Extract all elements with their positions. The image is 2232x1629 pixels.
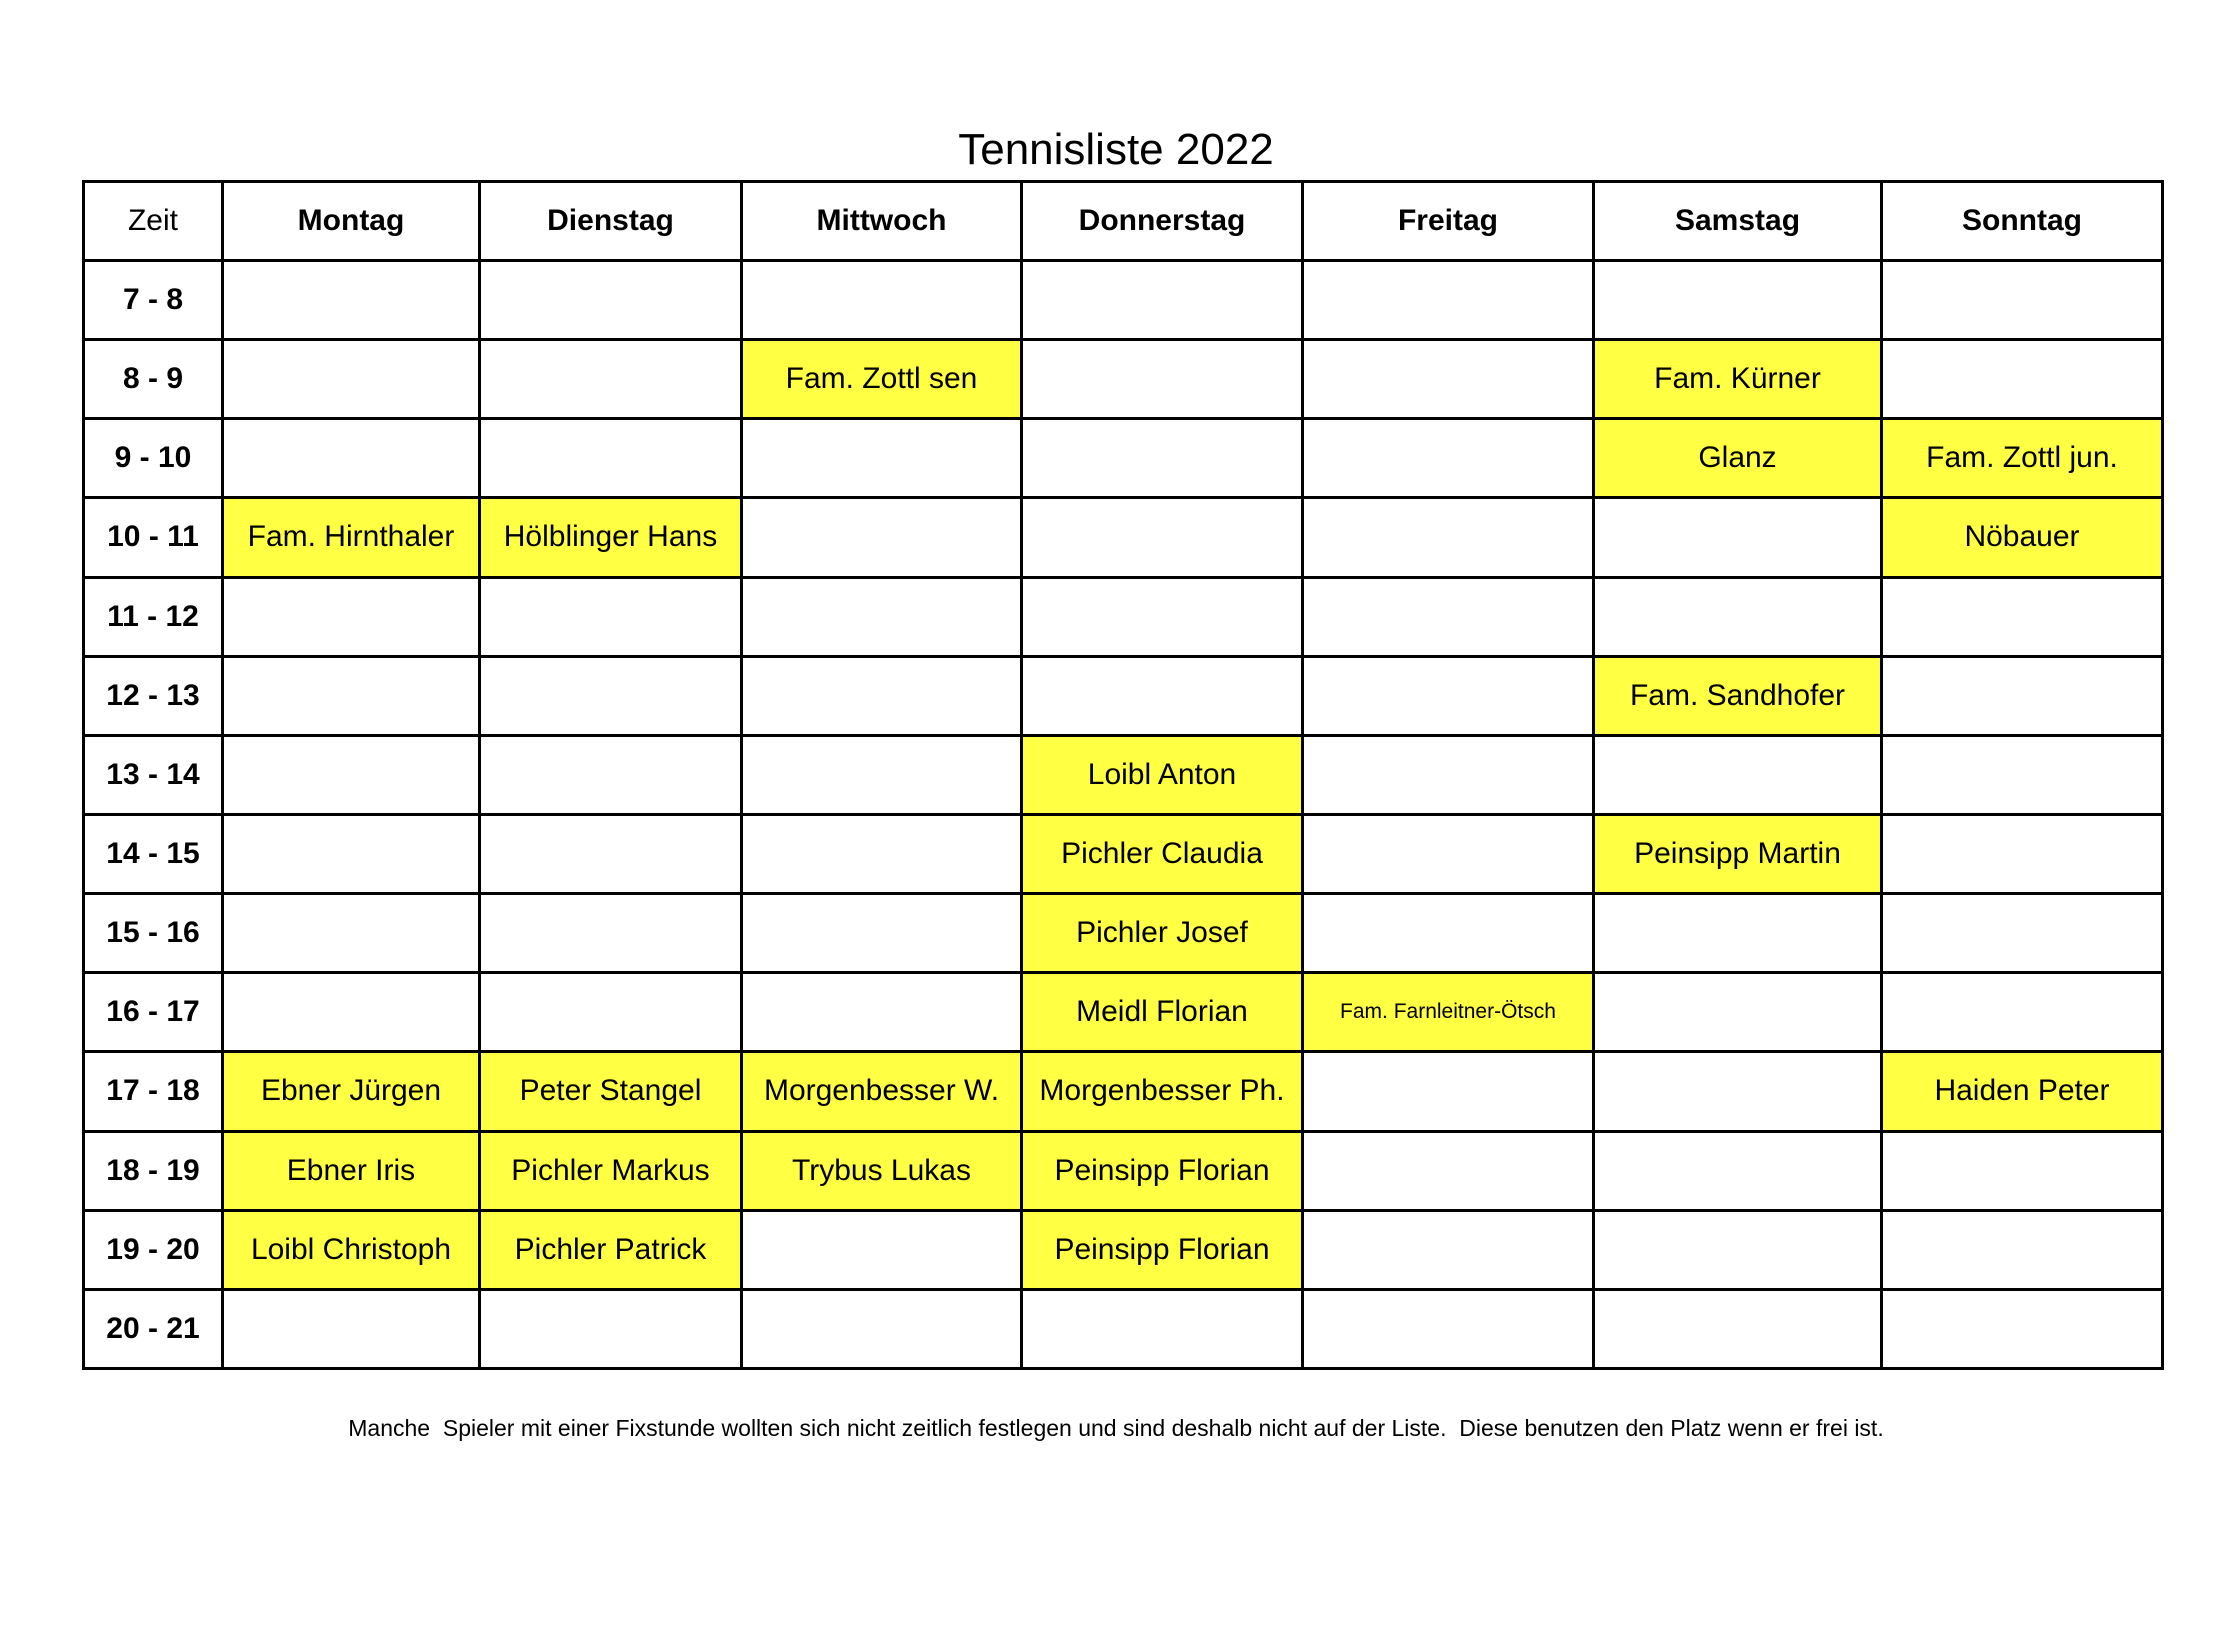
booking-cell — [1882, 894, 2163, 973]
booking-cell: Nöbauer — [1882, 498, 2163, 577]
booking-cell — [480, 973, 742, 1052]
booking-cell — [1303, 894, 1594, 973]
booking-cell — [480, 656, 742, 735]
booking-cell — [480, 261, 742, 340]
booking-cell — [1594, 973, 1882, 1052]
booking-cell — [1022, 656, 1303, 735]
booking-cell: Peter Stangel — [480, 1052, 742, 1131]
booking-cell — [480, 814, 742, 893]
booking-cell — [1022, 577, 1303, 656]
booking-cell — [223, 1289, 480, 1368]
booking-cell — [742, 261, 1022, 340]
booking-cell — [1594, 1131, 1882, 1210]
day-header-dienstag: Dienstag — [480, 182, 742, 261]
booking-cell — [223, 973, 480, 1052]
booking-cell: Pichler Markus — [480, 1131, 742, 1210]
booking-cell — [480, 577, 742, 656]
booking-cell: Fam. Kürner — [1594, 340, 1882, 419]
time-slot-label: 20 - 21 — [84, 1289, 223, 1368]
booking-cell — [1303, 656, 1594, 735]
booking-cell — [1303, 814, 1594, 893]
booking-cell — [1303, 735, 1594, 814]
booking-cell: Hölblinger Hans — [480, 498, 742, 577]
booking-cell — [1882, 1131, 2163, 1210]
booking-cell — [1594, 894, 1882, 973]
table-row — [84, 261, 2163, 340]
time-slot-label: 8 - 9 — [84, 340, 223, 419]
booking-cell — [1882, 577, 2163, 656]
footer-note: Manche Spieler mit einer Fixstunde wollten sich nicht zeitlich festlegen und sind deshalb nicht auf der Liste. Diese benutzen den Platz wenn er frei ist. — [348, 1415, 1884, 1441]
time-slot-label: 7 - 8 — [84, 261, 223, 340]
table-row — [84, 1052, 2163, 1131]
booking-cell — [1303, 1210, 1594, 1289]
booking-cell: Pichler Josef — [1022, 894, 1303, 973]
booking-cell — [223, 894, 480, 973]
booking-cell: Peinsipp Florian — [1022, 1131, 1303, 1210]
booking-cell — [1594, 261, 1882, 340]
booking-cell — [1882, 1289, 2163, 1368]
time-slot-label: 16 - 17 — [84, 973, 223, 1052]
booking-cell — [1882, 261, 2163, 340]
booking-cell: Pichler Claudia — [1022, 814, 1303, 893]
time-slot-label: 19 - 20 — [84, 1210, 223, 1289]
booking-cell — [480, 894, 742, 973]
booking-cell: Ebner Jürgen — [223, 1052, 480, 1131]
booking-cell — [742, 656, 1022, 735]
booking-cell — [742, 735, 1022, 814]
booking-cell: Morgenbesser W. — [742, 1052, 1022, 1131]
booking-cell — [480, 1289, 742, 1368]
booking-cell — [1594, 577, 1882, 656]
booking-cell — [1882, 1210, 2163, 1289]
booking-cell: Loibl Christoph — [223, 1210, 480, 1289]
booking-cell — [742, 577, 1022, 656]
booking-cell — [742, 1210, 1022, 1289]
booking-cell — [1303, 340, 1594, 419]
booking-cell: Pichler Patrick — [480, 1210, 742, 1289]
booking-cell: Meidl Florian — [1022, 973, 1303, 1052]
booking-cell: Fam. Sandhofer — [1594, 656, 1882, 735]
table-row — [84, 735, 2163, 814]
booking-cell — [1303, 1289, 1594, 1368]
booking-cell — [1022, 261, 1303, 340]
booking-cell: Loibl Anton — [1022, 735, 1303, 814]
booking-cell — [480, 419, 742, 498]
schedule-table — [82, 180, 2164, 1370]
time-slot-label: 13 - 14 — [84, 735, 223, 814]
booking-cell — [480, 340, 742, 419]
booking-cell — [223, 419, 480, 498]
booking-cell — [1303, 419, 1594, 498]
booking-cell — [1022, 419, 1303, 498]
time-column-header: Zeit — [84, 182, 223, 261]
time-slot-label: 18 - 19 — [84, 1131, 223, 1210]
booking-cell — [742, 973, 1022, 1052]
time-slot-label: 9 - 10 — [84, 419, 223, 498]
booking-cell — [223, 814, 480, 893]
booking-cell — [1303, 577, 1594, 656]
table-row — [84, 894, 2163, 973]
booking-cell: Trybus Lukas — [742, 1131, 1022, 1210]
time-slot-label: 11 - 12 — [84, 577, 223, 656]
booking-cell — [1594, 735, 1882, 814]
booking-cell — [1303, 261, 1594, 340]
booking-cell — [1022, 340, 1303, 419]
day-header-donnerstag: Donnerstag — [1022, 182, 1303, 261]
booking-cell — [1022, 498, 1303, 577]
day-header-samstag: Samstag — [1594, 182, 1882, 261]
booking-cell — [1882, 340, 2163, 419]
booking-cell: Fam. Zottl jun. — [1882, 419, 2163, 498]
booking-cell — [1882, 735, 2163, 814]
booking-cell: Peinsipp Martin — [1594, 814, 1882, 893]
day-header-montag: Montag — [223, 182, 480, 261]
table-row — [84, 1289, 2163, 1368]
day-header-freitag: Freitag — [1303, 182, 1594, 261]
booking-cell — [480, 735, 742, 814]
page-title: Tennisliste 2022 — [958, 125, 1274, 174]
booking-cell: Fam. Hirnthaler — [223, 498, 480, 577]
booking-cell — [1594, 1289, 1882, 1368]
booking-cell — [223, 577, 480, 656]
booking-cell: Fam. Zottl sen — [742, 340, 1022, 419]
booking-cell — [1882, 973, 2163, 1052]
booking-cell: Ebner Iris — [223, 1131, 480, 1210]
booking-cell — [223, 340, 480, 419]
table-row — [84, 419, 2163, 498]
day-header-sonntag: Sonntag — [1882, 182, 2163, 261]
booking-cell: Morgenbesser Ph. — [1022, 1052, 1303, 1131]
day-header-mittwoch: Mittwoch — [742, 182, 1022, 261]
time-slot-label: 12 - 13 — [84, 656, 223, 735]
booking-cell — [742, 1289, 1022, 1368]
header-row — [84, 182, 2163, 261]
booking-cell — [1303, 1052, 1594, 1131]
booking-cell — [223, 656, 480, 735]
booking-cell: Haiden Peter — [1882, 1052, 2163, 1131]
schedule-body — [84, 261, 2163, 1369]
table-row — [84, 498, 2163, 577]
booking-cell — [742, 498, 1022, 577]
booking-cell — [223, 735, 480, 814]
table-row — [84, 1131, 2163, 1210]
booking-cell — [742, 814, 1022, 893]
table-row — [84, 973, 2163, 1052]
booking-cell: Peinsipp Florian — [1022, 1210, 1303, 1289]
booking-cell — [1594, 1210, 1882, 1289]
table-row — [84, 656, 2163, 735]
time-slot-label: 10 - 11 — [84, 498, 223, 577]
booking-cell — [1594, 498, 1882, 577]
booking-cell — [1882, 814, 2163, 893]
time-slot-label: 14 - 15 — [84, 814, 223, 893]
booking-cell — [742, 419, 1022, 498]
booking-cell: Glanz — [1594, 419, 1882, 498]
table-row — [84, 1210, 2163, 1289]
time-slot-label: 15 - 16 — [84, 894, 223, 973]
booking-cell — [1303, 498, 1594, 577]
booking-cell — [1022, 1289, 1303, 1368]
table-row — [84, 814, 2163, 893]
booking-cell: Fam. Farnleitner-Ötsch — [1303, 973, 1594, 1052]
time-slot-label: 17 - 18 — [84, 1052, 223, 1131]
booking-cell — [1594, 1052, 1882, 1131]
table-row — [84, 340, 2163, 419]
booking-cell — [742, 894, 1022, 973]
booking-cell — [223, 261, 480, 340]
booking-cell — [1303, 1131, 1594, 1210]
table-row — [84, 577, 2163, 656]
booking-cell — [1882, 656, 2163, 735]
